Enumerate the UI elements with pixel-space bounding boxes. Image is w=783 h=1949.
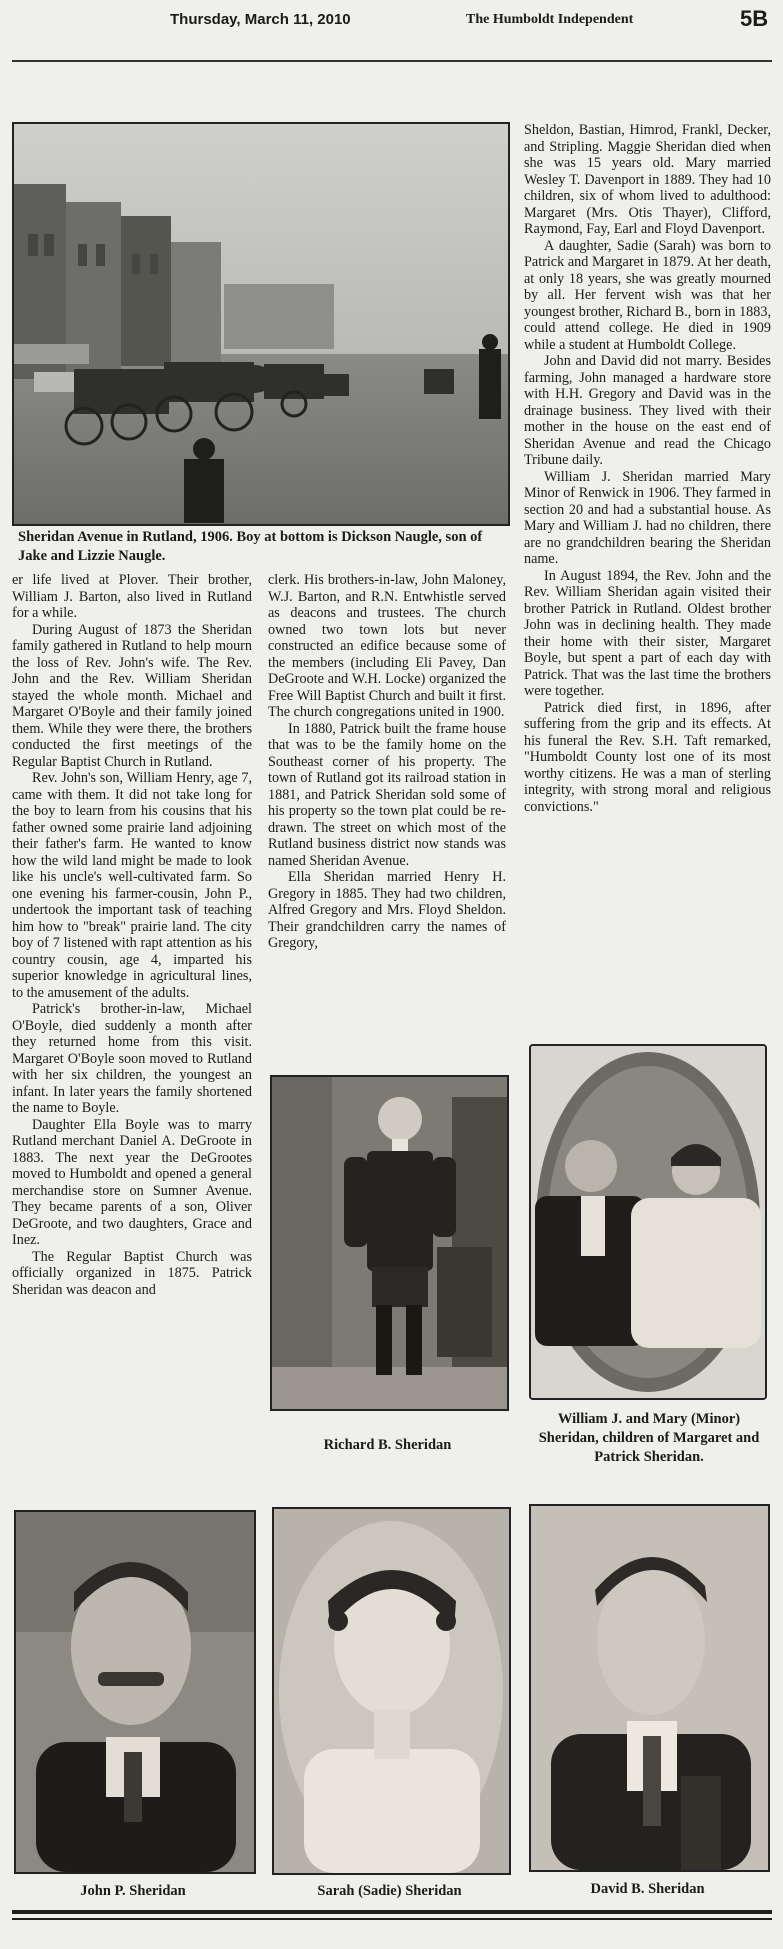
paragraph: Rev. John's son, William Henry, age 7, came with them. It did not take long for the boy to learn from his cousins that his father owned some prairie land adjoining their father's farm. He wanted to know how the wild land might be made to look like his uncle's well-cultivated farm. So one evening his farmer-cousin, John P., undertook the important task of teaching him how to "break" prairie land. The city boy of 7 listened with rapt attention as his country cousin, age 4, imparted his superior knowledge in agricultural lines, to the amusement of the adults. <box>12 770 252 1001</box>
paragraph: Patrick died first, in 1896, after suffering from the grip and its effects. At his funeral the Rev. S.H. Taft remarked, "Humboldt County lost one of its most worthy citizens. He was a man of sterling integrity, with strong moral and religious convictions." <box>524 699 771 815</box>
william-mary-sheridan-caption: William J. and Mary (Minor) Sheridan, children of Margaret and Patrick Sheridan. <box>538 1411 760 1465</box>
william-mary-sheridan-photo <box>529 1044 767 1400</box>
newspaper-name: The Humboldt Independent <box>466 12 634 27</box>
article-column-1 <box>12 572 252 1298</box>
paragraph: In 1880, Patrick built the frame house that was to be the family home on the Southeast corner of his property. The town of Rutland got its railroad station in 1881, and Patrick Sheridan sold some of his property so the town plat could be re-drawn. The street on which most of the Rutland business district now stands was named Sheridan Avenue. <box>268 720 506 869</box>
article-column-3 <box>524 122 771 815</box>
paragraph: er life lived at Plover. Their brother, William J. Barton, also lived in Rutland for a while. <box>12 572 252 621</box>
richard-sheridan-photo <box>270 1075 509 1411</box>
paragraph: Patrick's brother-in-law, Michael O'Boyle, died suddenly a month after they returned home from this visit. Margaret O'Boyle soon moved to Rutland with her six children, the youngest an infant. In later years the family shortened the name to Boyle. <box>12 1001 252 1116</box>
street-photo <box>12 122 510 526</box>
issue-date: Thursday, March 11, 2010 <box>170 11 351 28</box>
david-sheridan-caption: David B. Sheridan <box>590 1881 705 1897</box>
page-number: 5B <box>740 6 769 31</box>
faded-bleed-through <box>36 50 136 122</box>
street-photo-caption: Sheridan Avenue in Rutland, 1906. Boy at bottom is Dickson Naugle, son of Jake and Lizzie Naugle. <box>18 529 483 564</box>
sarah-sheridan-caption: Sarah (Sadie) Sheridan <box>317 1883 462 1899</box>
paragraph: clerk. His brothers-in-law, John Maloney, W.J. Barton, and R.N. Entwhistle served as deacons and trustees. The church owned two town lots but never constructed an edifice because some of the members (including Eli Pavey, Dan DeGroote and W.H. Locke) organized the Free Will Baptist Church and built it first. The church congregations united in 1900. <box>268 572 506 720</box>
article-column-2 <box>268 572 506 952</box>
footer-rule <box>12 1910 772 1914</box>
paragraph: Sheldon, Bastian, Himrod, Frankl, Decker, and Stripling. Maggie Sheridan died when she was 15 years old. Mary married Wesley T. Davenport in 1889. They had 10 children, six of whom lived to adulthood: Margaret (Mrs. Otis Thayer), Clifford, Raymond, Fay, Earl and Floyd Davenport. <box>524 122 771 237</box>
paragraph: William J. Sheridan married Mary Minor of Renwick in 1906. They farmed in section 20 and had a substantial house. As Mary and William J. had no children, there are no grandchildren bearing the Sheridan name. <box>524 468 771 567</box>
paragraph: The Regular Baptist Church was officially organized in 1875. Patrick Sheridan was deacon and <box>12 1248 252 1298</box>
paragraph: A daughter, Sadie (Sarah) was born to Patrick and Margaret in 1879. At her death, at only 18 years, she was greatly mourned by all. Her fervent wish was that her youngest brother, Richard B., born in 1883, could attend college. He died in 1909 while a student at Humboldt College. <box>524 237 771 353</box>
paragraph: Ella Sheridan married Henry H. Gregory in 1885. They had two children, Alfred Gregory and Mrs. Floyd Sheldon. Their grandchildren carry the names of Gregory, <box>268 869 506 951</box>
paragraph: In August 1894, the Rev. John and the Rev. William Sheridan again visited their brother Patrick in Rutland. Oldest brother John was in declining health. They made their home with their sister, Margaret Boyle, but spent a part of each day with Patrick. That was the last time the brothers were together. <box>524 567 771 699</box>
sarah-sheridan-photo <box>272 1507 511 1875</box>
paragraph: John and David did not marry. Besides farming, John managed a hardware store with H.H. Gregory and David was in the drainage business. They lived with their mother in the house on the east end of Sheridan Avenue and read the Chicago Tribune daily. <box>524 353 771 468</box>
paragraph: Daughter Ella Boyle was to marry Rutland merchant Daniel A. DeGroote in 1883. The next year the DeGrootes moved to Humboldt and opened a general merchandise store on Sumner Avenue. They became parents of a son, Oliver DeGroote, and two daughters, Grace and Inez. <box>12 1116 252 1248</box>
john-sheridan-photo <box>14 1510 256 1874</box>
page-header <box>0 0 783 40</box>
richard-sheridan-caption: Richard B. Sheridan <box>323 1437 452 1453</box>
paragraph: During August of 1873 the Sheridan family gathered in Rutland to help mourn the loss of Rev. John's wife. The Rev. John and the Rev. William Sheridan stayed the whole month. Michael and Margaret O'Boyle and their family joined them. While they were there, the brothers conducted the first meetings of the Regular Baptist Church in Rutland. <box>12 621 252 770</box>
footer-rule <box>12 1918 772 1920</box>
john-sheridan-caption: John P. Sheridan <box>80 1883 186 1899</box>
david-sheridan-photo <box>529 1504 770 1872</box>
